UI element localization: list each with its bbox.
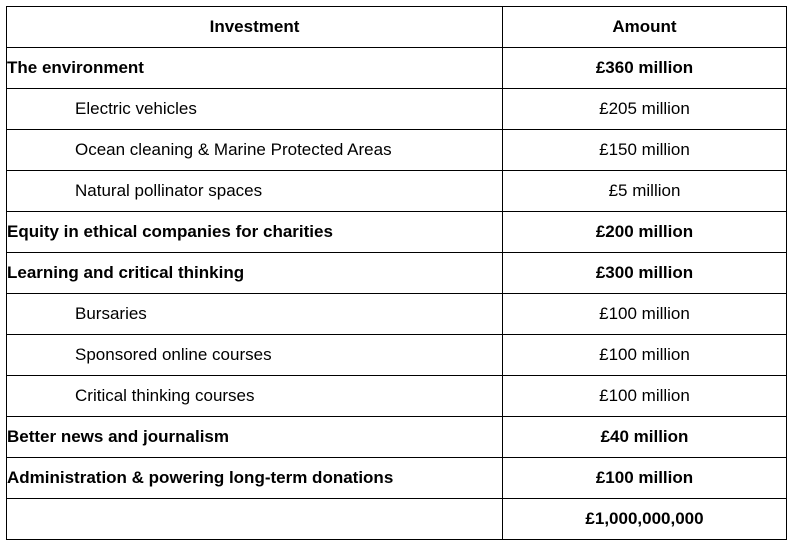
investment-amount: £200 million: [503, 212, 787, 253]
investment-label: Critical thinking courses: [7, 376, 503, 417]
investment-amount: £300 million: [503, 253, 787, 294]
investment-amount: £40 million: [503, 417, 787, 458]
table-row: [7, 417, 787, 458]
amount-column-header: Amount: [503, 7, 787, 48]
total-amount: £1,000,000,000: [503, 499, 787, 540]
table-row: [7, 48, 787, 89]
investment-amount: £100 million: [503, 294, 787, 335]
table-row: [7, 253, 787, 294]
investment-label: Better news and journalism: [7, 417, 503, 458]
table-row: [7, 335, 787, 376]
table-row: [7, 458, 787, 499]
investment-amount: £205 million: [503, 89, 787, 130]
investment-column-header: Investment: [7, 7, 503, 48]
table-header-row: [7, 7, 787, 48]
investment-amount: £100 million: [503, 376, 787, 417]
investment-label: Electric vehicles: [7, 89, 503, 130]
investment-table: [6, 6, 787, 540]
total-label: [7, 499, 503, 540]
table-row: [7, 212, 787, 253]
table-row: [7, 89, 787, 130]
investment-amount: £100 million: [503, 458, 787, 499]
table-row: [7, 294, 787, 335]
investment-label: Natural pollinator spaces: [7, 171, 503, 212]
investment-amount: £360 million: [503, 48, 787, 89]
investment-label: Bursaries: [7, 294, 503, 335]
table-row: [7, 376, 787, 417]
table-row: [7, 171, 787, 212]
investment-label: Equity in ethical companies for charities: [7, 212, 503, 253]
table-row: [7, 130, 787, 171]
investment-amount: £100 million: [503, 335, 787, 376]
investment-amount: £5 million: [503, 171, 787, 212]
investment-label: Ocean cleaning & Marine Protected Areas: [7, 130, 503, 171]
investment-label: Sponsored online courses: [7, 335, 503, 376]
investment-amount: £150 million: [503, 130, 787, 171]
investment-label: Administration & powering long-term donations: [7, 458, 503, 499]
total-row: [7, 499, 787, 540]
investment-label: Learning and critical thinking: [7, 253, 503, 294]
investment-label: The environment: [7, 48, 503, 89]
